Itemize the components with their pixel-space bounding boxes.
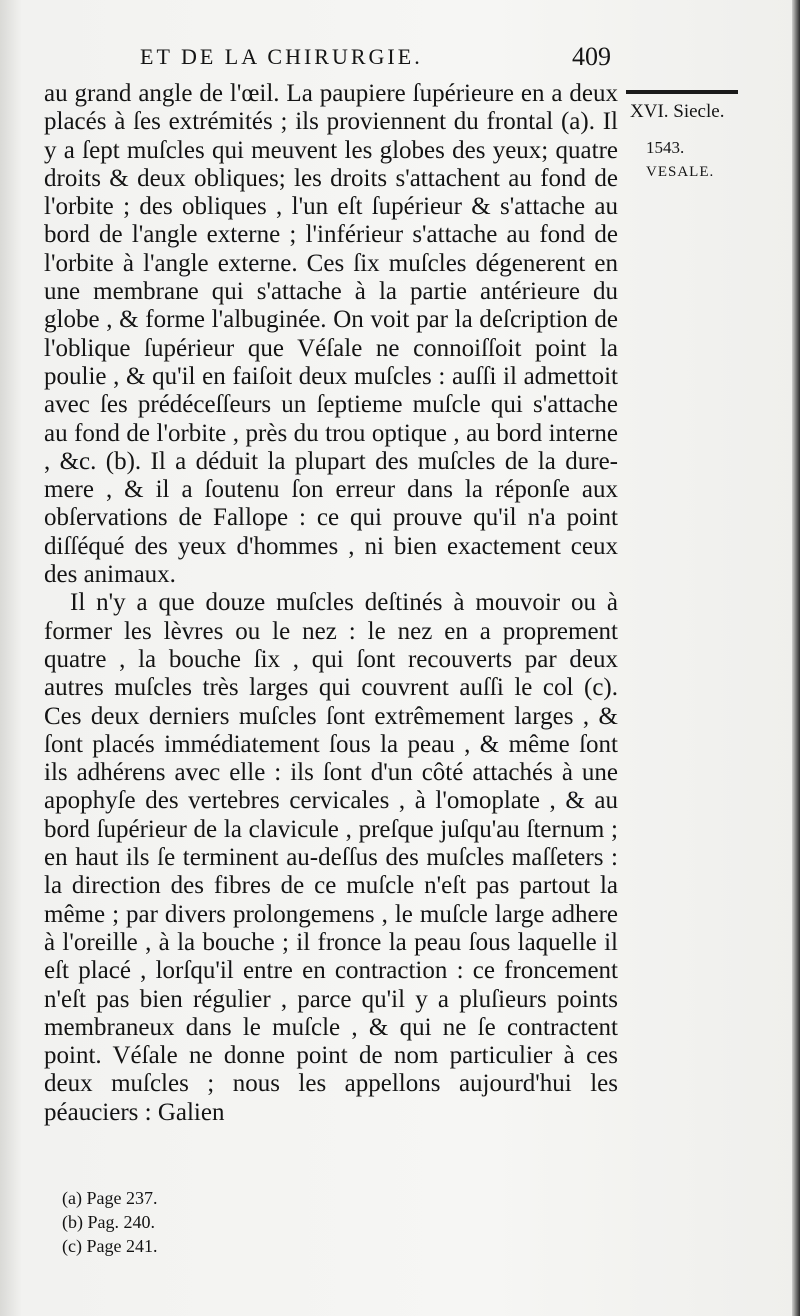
body-text bbox=[44, 80, 618, 1127]
footnotes bbox=[62, 1186, 362, 1258]
footnote: (c) Page 241. bbox=[62, 1236, 158, 1256]
margin-century: XVI. Siecle. bbox=[630, 101, 725, 122]
footnote: (a) Page 237. bbox=[62, 1188, 158, 1208]
footnote: (b) Pag. 240. bbox=[62, 1212, 155, 1232]
paragraph: Il n'y a que douze muſcles deſtinés à mouvoir ou à former les lèvres ou le nez : le nez en a proprement quatre , la bouche ſix , qui ſont recouverts par deux autres muſcles très larges qui couvrent auſſi le col (c). Ces deux derniers muſcles ſont extrêmement larges , & ſont placés immédiatement ſous la peau , & même ſont ils adhérens avec elle : ils ſont d'un côté attachés à une apophyſe des vertebres cervicales , à l'omoplate , & au bord ſupérieur de la clavicule , preſque juſqu'au ſternum ; en haut ils ſe terminent au-deſſus des muſcles maſſeters : la direction des fibres de ce muſcle n'eſt pas partout la même ; par divers prolongemens , le muſcle large adhere à l'oreille , à la bouche ; il fronce la peau ſous laquelle il eſt placé , lorſqu'il entre en contraction : ce froncement n'eſt pas bien régulier , parce qu'il y a pluſieurs points membraneux dans le muſcle , & qui ne ſe contractent point. Véſale ne donne point de nom particulier à ces deux muſcles ; nous les appellons aujourd'hui les péauciers : Galien bbox=[44, 589, 618, 1126]
paragraph: au grand angle de l'œil. La paupiere ſupérieure en a deux placés à ſes extrémités ; ils proviennent du frontal (a). Il y a ſept muſcles qui meuvent les globes des yeux; quatre droits & deux obliques; les droits s'attachent au fond de l'orbite ; des obliques , l'un eſt ſupérieur & s'attache au bord de l'angle externe ; l'inférieur s'attache au fond de l'orbite à l'angle externe. Ces ſix muſcles dégenerent en une membrane qui s'attache à la partie antérieure du globe , & forme l'albuginée. On voit par la deſcription de l'oblique ſupérieur que Véſale ne connoiſſoit point la poulie , & qu'il en faiſoit deux muſcles : auſſi il admettoit avec ſes prédéceſſeurs un ſeptieme muſcle qui s'attache au fond de l'orbite , près du trou optique , au bord interne , &c. (b). Il a déduit la plupart des muſcles de la dure-mere , & il a ſoutenu ſon erreur dans la réponſe aux obſervations de Fallope : ce qui prouve qu'il n'a point diſſéqué des yeux d'hommes , ni bien exactement ceux des animaux. bbox=[44, 80, 618, 589]
margin-name: VESALE. bbox=[646, 164, 715, 180]
margin-rule bbox=[626, 90, 738, 94]
page-edge-shadow bbox=[792, 0, 800, 1316]
margin-notes bbox=[630, 100, 760, 184]
margin-year: 1543. bbox=[646, 138, 685, 157]
page-number: 409 bbox=[572, 42, 611, 71]
running-title: ET DE LA CHIRURGIE. bbox=[140, 44, 423, 69]
